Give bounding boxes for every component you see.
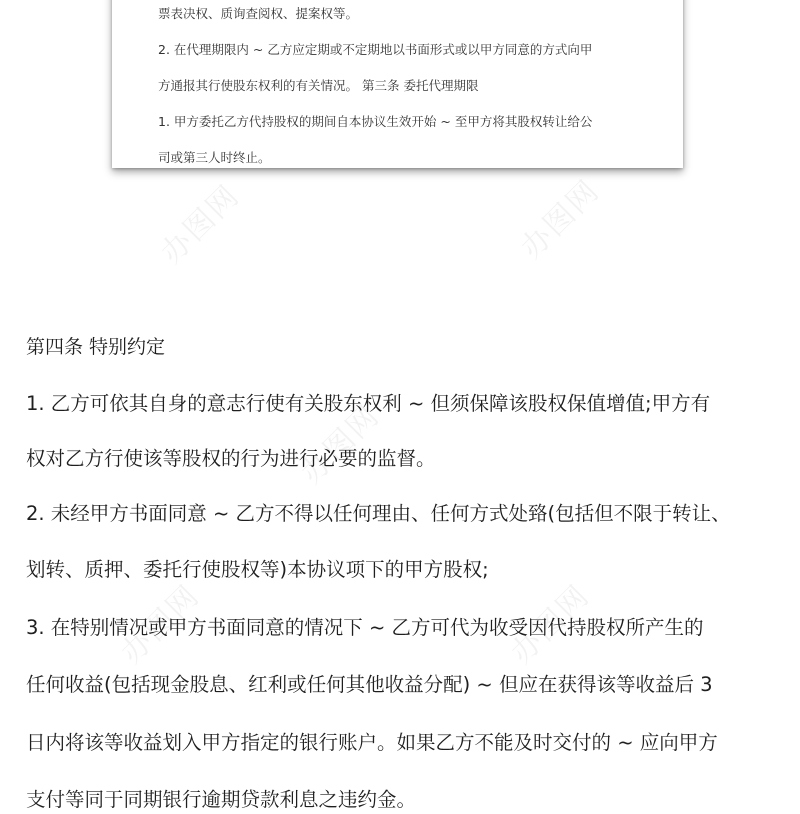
watermark: 办图网 [514,173,607,266]
body-line: 支付等同于同期银行逾期贷款利息之违约金。 [26,788,417,811]
card-line: 方通报其行使股东权利的有关情况。 第三条 委托代理期限 [158,78,479,93]
watermark: 办图网 [294,398,387,491]
document-preview-card [112,0,683,168]
body-line: 2. 未经甲方书面同意 ~ 乙方不得以任何理由、任何方式处臵(包括但不限于转让、 [26,502,731,525]
body-line: 1. 乙方可依其自身的意志行使有关股东权利 ~ 但须保障该股权保值增值;甲方有 [26,392,711,415]
body-line: 日内将该等收益划入甲方指定的银行账户。如果乙方不能及时交付的 ~ 应向甲方 [26,731,718,754]
card-line: 司或第三人时终止。 [158,150,271,165]
body-line: 划转、质押、委托行使股权等)本协议项下的甲方股权; [26,558,489,581]
body-line: 权对乙方行使该等股权的行为进行必要的监督。 [26,447,436,470]
card-line: 1. 甲方委托乙方代持股权的期间自本协议生效开始 ~ 至甲方将其股权转让给公 [158,114,593,129]
watermark: 办图网 [504,578,597,671]
card-line: 票表决权、质询查阅权、提案权等。 [158,6,359,21]
watermark: 办图网 [114,578,207,671]
body-line: 任何收益(包括现金股息、红利或任何其他收益分配) ~ 但应在获得该等收益后 3 [26,673,713,696]
watermark: 办图网 [154,178,247,271]
body-line: 3. 在特别情况或甲方书面同意的情况下 ~ 乙方可代为收受因代持股权所产生的 [26,616,704,639]
section-heading: 第四条 特别约定 [26,336,166,358]
card-line: 2. 在代理期限内 ~ 乙方应定期或不定期地以书面形式或以甲方同意的方式向甲 [158,42,593,57]
